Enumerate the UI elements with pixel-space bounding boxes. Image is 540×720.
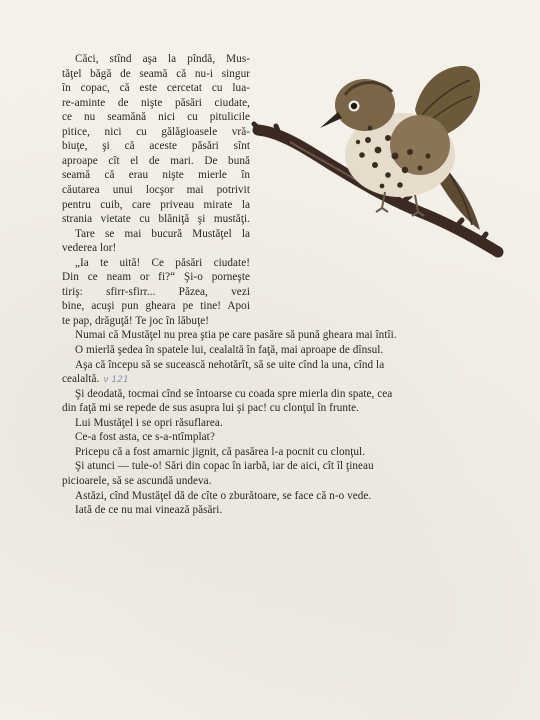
text-line: aproape cît el de mari. De bună: [62, 154, 250, 167]
text-line: tiriş: sfirr-sfirr... Păzea, vezi: [62, 285, 250, 298]
text-line-content: Numai că Mustăţel nu prea ştia pe care pasăre să pună gheara mai întîi.: [75, 329, 397, 342]
text-line: Tare se mai bucură Mustăţel la: [75, 227, 250, 240]
text-line-content: Pricepu că a fost amarnic jignit, că pasărea l-a pocnit cu clonţul.: [75, 445, 366, 458]
text-line: [62, 401, 359, 415]
text-line: [75, 387, 392, 401]
text-line: strania vietate cu blăniţă şi mustăţi.: [62, 213, 250, 226]
text-line: re-aminte de nişte păsări ciudate,: [62, 96, 250, 109]
text-line: [75, 343, 383, 357]
text-line: căutarea unui locşor mai potrivit: [62, 183, 250, 196]
text-line-content: Astăzi, cînd Mustăţel dă de cîte o zburătoare, se face că n-o vede.: [75, 489, 372, 502]
text-line: [75, 459, 374, 473]
text-line: [75, 358, 384, 372]
text-line: [75, 503, 222, 517]
text-line: ce nu seamănă nici cu pitulicile: [62, 111, 250, 124]
text-line: [75, 430, 215, 444]
text-line: „Ia te uită! Ce păsări ciudate!: [75, 256, 250, 269]
text-line: vederea lor!: [62, 242, 117, 255]
text-line: în copac, că este cercetat cu lua-: [62, 82, 250, 95]
text-line-content: Lui Mustăţel i se opri răsuflarea.: [75, 416, 223, 429]
text-line: [75, 328, 397, 342]
text-line: [62, 474, 212, 488]
bird-on-branch-icon: [250, 60, 505, 265]
text-line-content: Iată de ce nu mai vinează păsări.: [75, 504, 223, 517]
text-line-content: Şi atunci — tule-o! Sări din copac în iarbă, iar de aici, cît îl ţineau: [75, 460, 374, 473]
text-line: [75, 489, 371, 503]
text-line: [75, 416, 223, 430]
text-line-content: O mierlă şedea în spatele lui, cealaltă în faţă, mai aproape de dînsul.: [75, 344, 384, 356]
text-line: te pap, drăguţă! Te joc în lăbuţe!: [62, 314, 210, 327]
text-line-content: Ce-a fost asta, ce s-a-ntîmplat?: [75, 431, 215, 444]
text-line: bine, acuşi pun gheara pe tine! Apoi: [62, 300, 250, 313]
text-line-content: picioarele, să se ascundă undeva.: [62, 474, 212, 487]
text-line: pitice, nici cu gălăgioasele vră-: [62, 125, 250, 138]
pencil-scribble: ν 121: [103, 375, 129, 386]
text-line: biuţe, şi că aceste păsări sînt: [62, 140, 250, 153]
text-line-content: din faţă mi se repede de sus asupra lui şi pac! cu clonţul în frunte.: [62, 402, 360, 415]
text-line: pentru cuib, care priveau mirate la: [62, 198, 250, 211]
text-line: [75, 445, 365, 459]
text-line-content: Aşa că începu să se sucească nehotărît, să se uite cînd la una, cînd la: [75, 358, 385, 371]
text-line: Din ce neam or fi?“ Şi-o porneşte: [62, 271, 250, 284]
text-line-content: Şi deodată, tocmai cînd se întoarse cu coada spre mierla din spate, cea: [75, 387, 393, 400]
text-line: tăţel băgă de seamă că nu-i singur: [62, 67, 250, 80]
text-line-content: cealaltă.: [62, 373, 100, 386]
text-line: [62, 372, 129, 387]
text-line: Căci, stînd aşa la pîndă, Mus-: [75, 53, 250, 65]
text-line: seamă că erau nişte mierle în: [62, 169, 250, 182]
